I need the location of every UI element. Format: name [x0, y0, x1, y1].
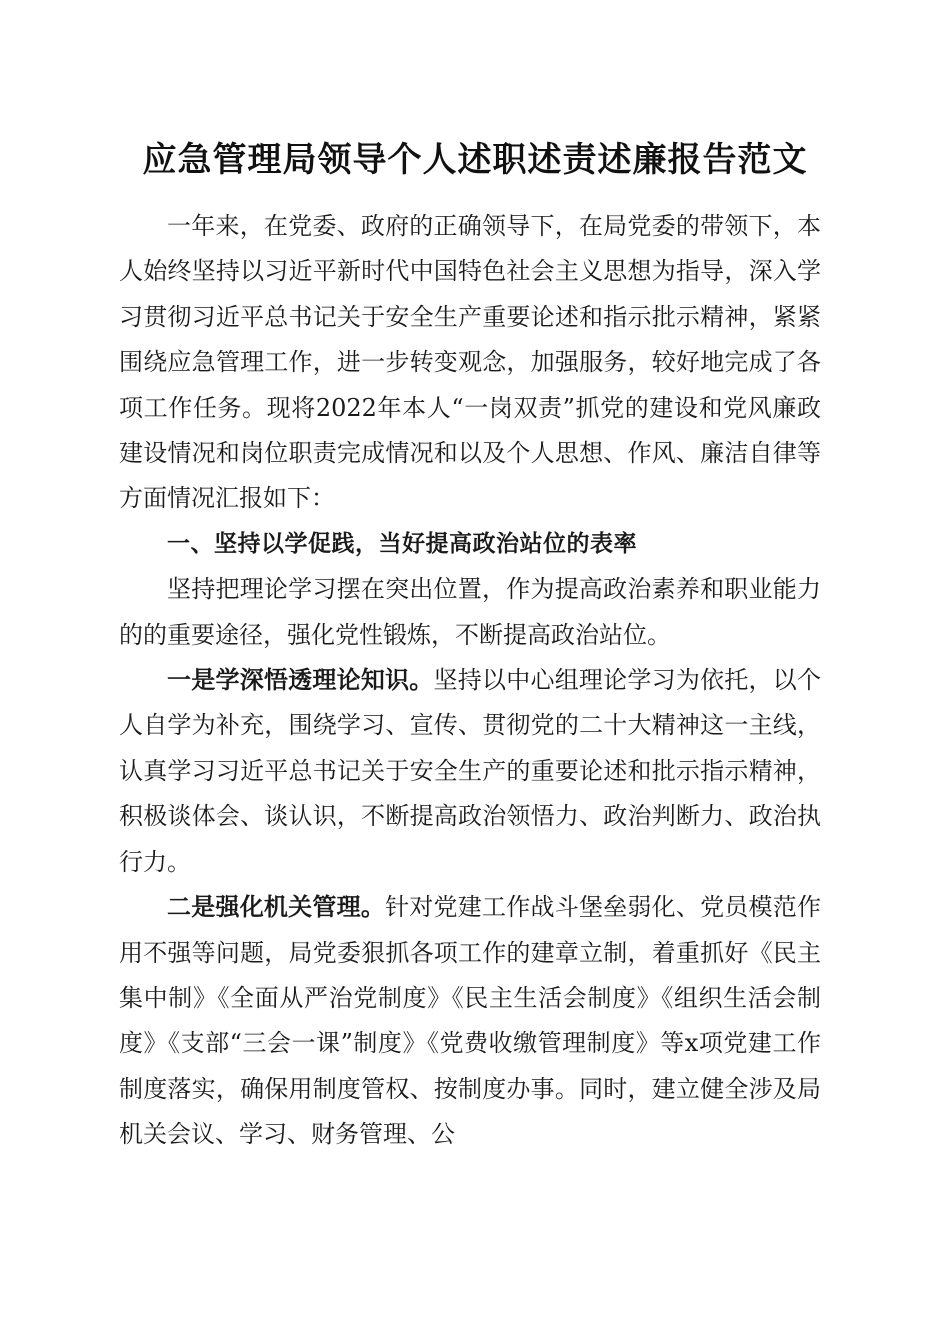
document-title: 应急管理局领导个人述职述责述廉报告范文 [142, 140, 808, 180]
intro-paragraph: 一年来，在党委、政府的正确领导下，在局党委的带领下，本人始终坚持以习近平新时代中国特色社会主义思想为指导，深入学习贯彻习近平总书记关于安全生产重要论述和指示批示精神，紧紧围绕应急管理工作，进一步转变观念，加强服务，较好地完成了各项工作任务。现将2022年本人“一岗双责”抓党的建设和党风廉政建设情况和岗位职责完成情况和以及个人思想、作风、廉洁自律等方面情况汇报如下： [119, 212, 821, 513]
section-heading: 一、坚持以学促践，当好提高政治站位的表率 [167, 530, 637, 557]
item-paragraph-2 [119, 885, 821, 1157]
item-lead-1: 一是学深悟透理论知识。 [167, 666, 434, 695]
item-text-2: 针对党建工作战斗堡垒弱化、党员模范作用不强等问题，局党委狠抓各项工作的建章立制，着重抓好《民主集中制》《全面从严治党制度》《民主生活会制度》《组织生活会制度》《支部“三会一课”制度》《党费收缴管理制度》等x项党建工作制度落实，确保用制度管权、按制度办事。同时，建立健全涉及局机关会议、学习、财务管理、公 [119, 893, 821, 1149]
item-text-1: 坚持以中心组理论学习为依托，以个人自学为补充，围绕学习、宣传、贯彻党的二十大精神这一主线，认真学习习近平总书记关于安全生产的重要论述和批示指示精神，积极谈体会、谈认识，不断提高政治领悟力、政治判断力、政治执行力。 [119, 666, 822, 876]
section-intro-paragraph: 坚持把理论学习摆在突出位置，作为提高政治素养和职业能力的的重要途径，强化党性锻炼，不断提高政治站位。 [119, 575, 821, 649]
item-paragraph-1 [119, 658, 821, 885]
item-lead-2: 二是强化机关管理。 [167, 893, 386, 922]
document-body [119, 204, 821, 1158]
